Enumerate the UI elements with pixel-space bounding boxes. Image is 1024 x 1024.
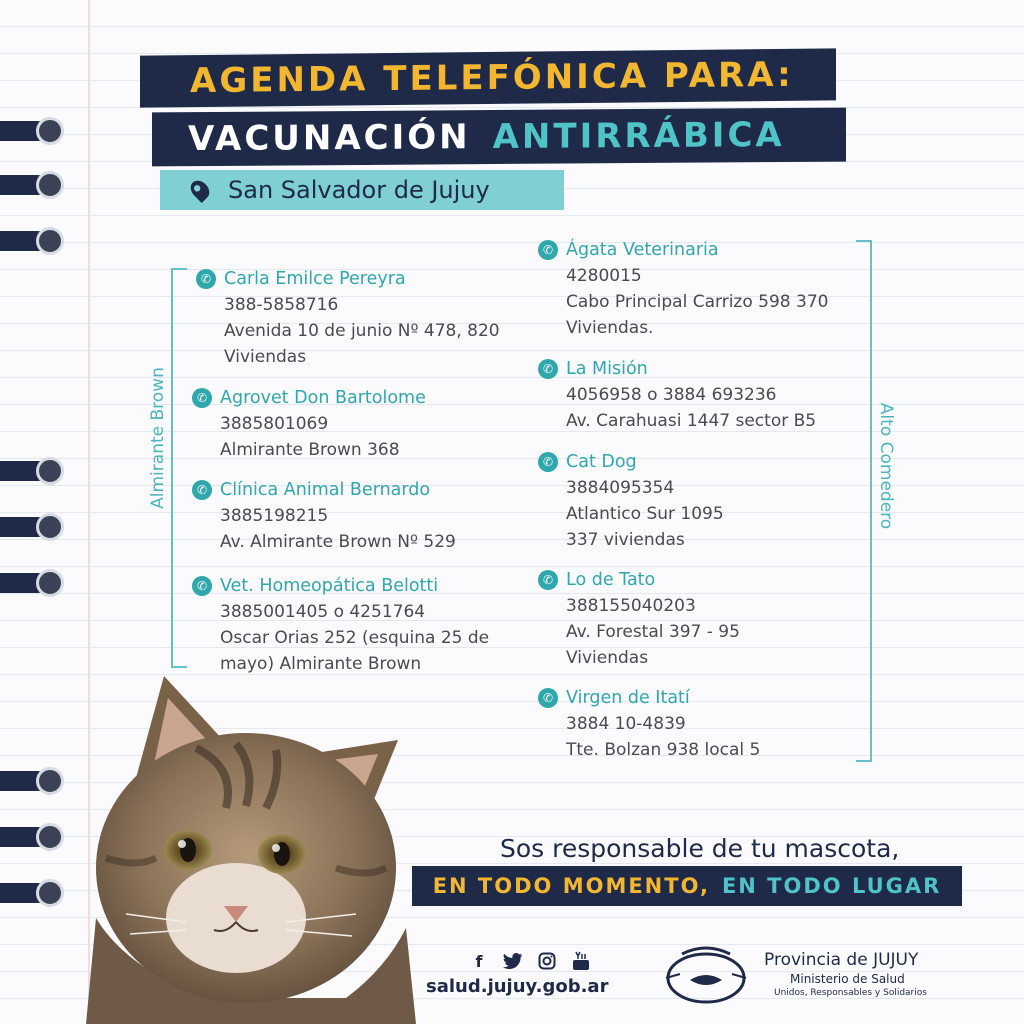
zone-bracket-right (856, 240, 872, 762)
notebook-ring (0, 822, 64, 852)
contact-address: Tte. Bolzan 938 local 5 (566, 740, 761, 760)
phone-icon: ✆ (538, 688, 558, 708)
phone-icon: ✆ (538, 359, 558, 379)
contact-phone[interactable]: 3885001405 o 4251764 (220, 602, 426, 622)
contact-address: Oscar Orias 252 (esquina 25 de (220, 628, 490, 648)
social-links (468, 950, 592, 972)
contact-address: mayo) Almirante Brown (220, 654, 422, 674)
title-line2-accent: ANTIRRÁBICA (492, 115, 785, 158)
contact-entry (538, 685, 760, 763)
contact-address: Avenida 10 de junio Nº 478, 820 (224, 321, 500, 341)
facebook-icon[interactable]: f (475, 951, 483, 971)
ministry-name: Ministerio de Salud (790, 972, 905, 986)
contact-address: Av. Almirante Brown Nº 529 (220, 532, 456, 552)
slogan-banner-teal: EN TODO LUGAR (721, 874, 942, 898)
contact-entry (538, 356, 816, 434)
phone-icon: ✆ (538, 570, 558, 590)
slogan-banner-yellow: EN TODO MOMENTO, (432, 874, 710, 898)
phone-icon: ✆ (538, 452, 558, 472)
contact-entry (192, 477, 456, 555)
contact-entry (196, 266, 500, 370)
contact-address: Viviendas (224, 347, 307, 367)
contact-address: Av. Carahuasi 1447 sector B5 (566, 411, 817, 431)
contact-name[interactable]: Cat Dog (566, 452, 637, 472)
contact-entry (192, 573, 489, 677)
notebook-ring (0, 456, 64, 486)
province-name: Provincia de JUJUY (764, 950, 919, 970)
contact-phone[interactable]: 3884 10-4839 (566, 714, 686, 734)
website-link[interactable]: salud.jujuy.gob.ar (426, 976, 609, 997)
zone-bracket-left (171, 268, 187, 668)
title-line1: AGENDA TELEFÓNICA PARA: (190, 54, 794, 102)
zone-label-left: Almirante Brown (148, 367, 168, 509)
contact-phone[interactable]: 388-5858716 (224, 295, 339, 315)
contact-name[interactable]: Ágata Veterinaria (566, 240, 719, 260)
contact-entry (538, 567, 740, 671)
twitter-icon[interactable] (502, 950, 524, 972)
contact-name[interactable]: Agrovet Don Bartolome (220, 388, 426, 408)
contact-name[interactable]: Lo de Tato (566, 570, 656, 590)
ministry-motto: Unidos, Responsables y Solidarios (774, 988, 927, 998)
slogan-banner (412, 866, 962, 906)
contact-name[interactable]: Vet. Homeopática Belotti (220, 576, 439, 596)
notebook-ring (0, 170, 64, 200)
contact-phone[interactable]: 4056958 o 3884 693236 (566, 385, 777, 405)
contact-address: Cabo Principal Carrizo 598 370 (566, 292, 829, 312)
contact-phone[interactable]: 388155040203 (566, 596, 696, 616)
phone-icon: ✆ (538, 240, 558, 260)
zone-label-right: Alto Comedero (876, 402, 896, 530)
provincial-seal-icon (662, 944, 750, 1004)
contact-address: Viviendas. (566, 318, 654, 338)
title-line2-white: VACUNACIÓN (188, 117, 471, 160)
notebook-ring (0, 116, 64, 146)
contact-address: Viviendas (566, 648, 649, 668)
location-bar (160, 170, 564, 210)
contact-phone[interactable]: 3884095354 (566, 478, 675, 498)
phone-icon: ✆ (192, 480, 212, 500)
notebook-ring (0, 568, 64, 598)
contact-entry (538, 449, 724, 553)
map-pin-paw-icon (187, 177, 213, 203)
contact-address: Atlantico Sur 1095 (566, 504, 724, 524)
youtube-icon[interactable] (570, 950, 592, 972)
contact-name[interactable]: Virgen de Itatí (566, 688, 690, 708)
contact-name[interactable]: La Misión (566, 359, 648, 379)
kitten-photo (86, 668, 416, 1024)
title-banner-line1 (140, 48, 836, 107)
notebook-ring (0, 766, 64, 796)
phone-icon: ✆ (192, 576, 212, 596)
contact-entry (538, 237, 828, 341)
contact-phone[interactable]: 3885198215 (220, 506, 329, 526)
contact-phone[interactable]: 3885801069 (220, 414, 329, 434)
location-label: San Salvador de Jujuy (228, 176, 490, 204)
slogan-text: Sos responsable de tu mascota, (500, 834, 900, 863)
ministry-logo-text (764, 950, 927, 998)
notebook-ring (0, 878, 64, 908)
contact-phone[interactable]: 4280015 (566, 266, 642, 286)
title-banner-line2 (152, 108, 846, 167)
contact-name[interactable]: Carla Emilce Pereyra (224, 269, 406, 289)
phone-icon: ✆ (196, 269, 216, 289)
notebook-ring (0, 226, 64, 256)
contact-name[interactable]: Clínica Animal Bernardo (220, 480, 431, 500)
contact-address: Almirante Brown 368 (220, 440, 400, 460)
instagram-icon[interactable] (536, 950, 558, 972)
phone-icon: ✆ (192, 388, 212, 408)
contact-entry (192, 385, 426, 463)
contact-address: 337 viviendas (566, 530, 685, 550)
notebook-ring (0, 512, 64, 542)
contact-address: Av. Forestal 397 - 95 (566, 622, 740, 642)
